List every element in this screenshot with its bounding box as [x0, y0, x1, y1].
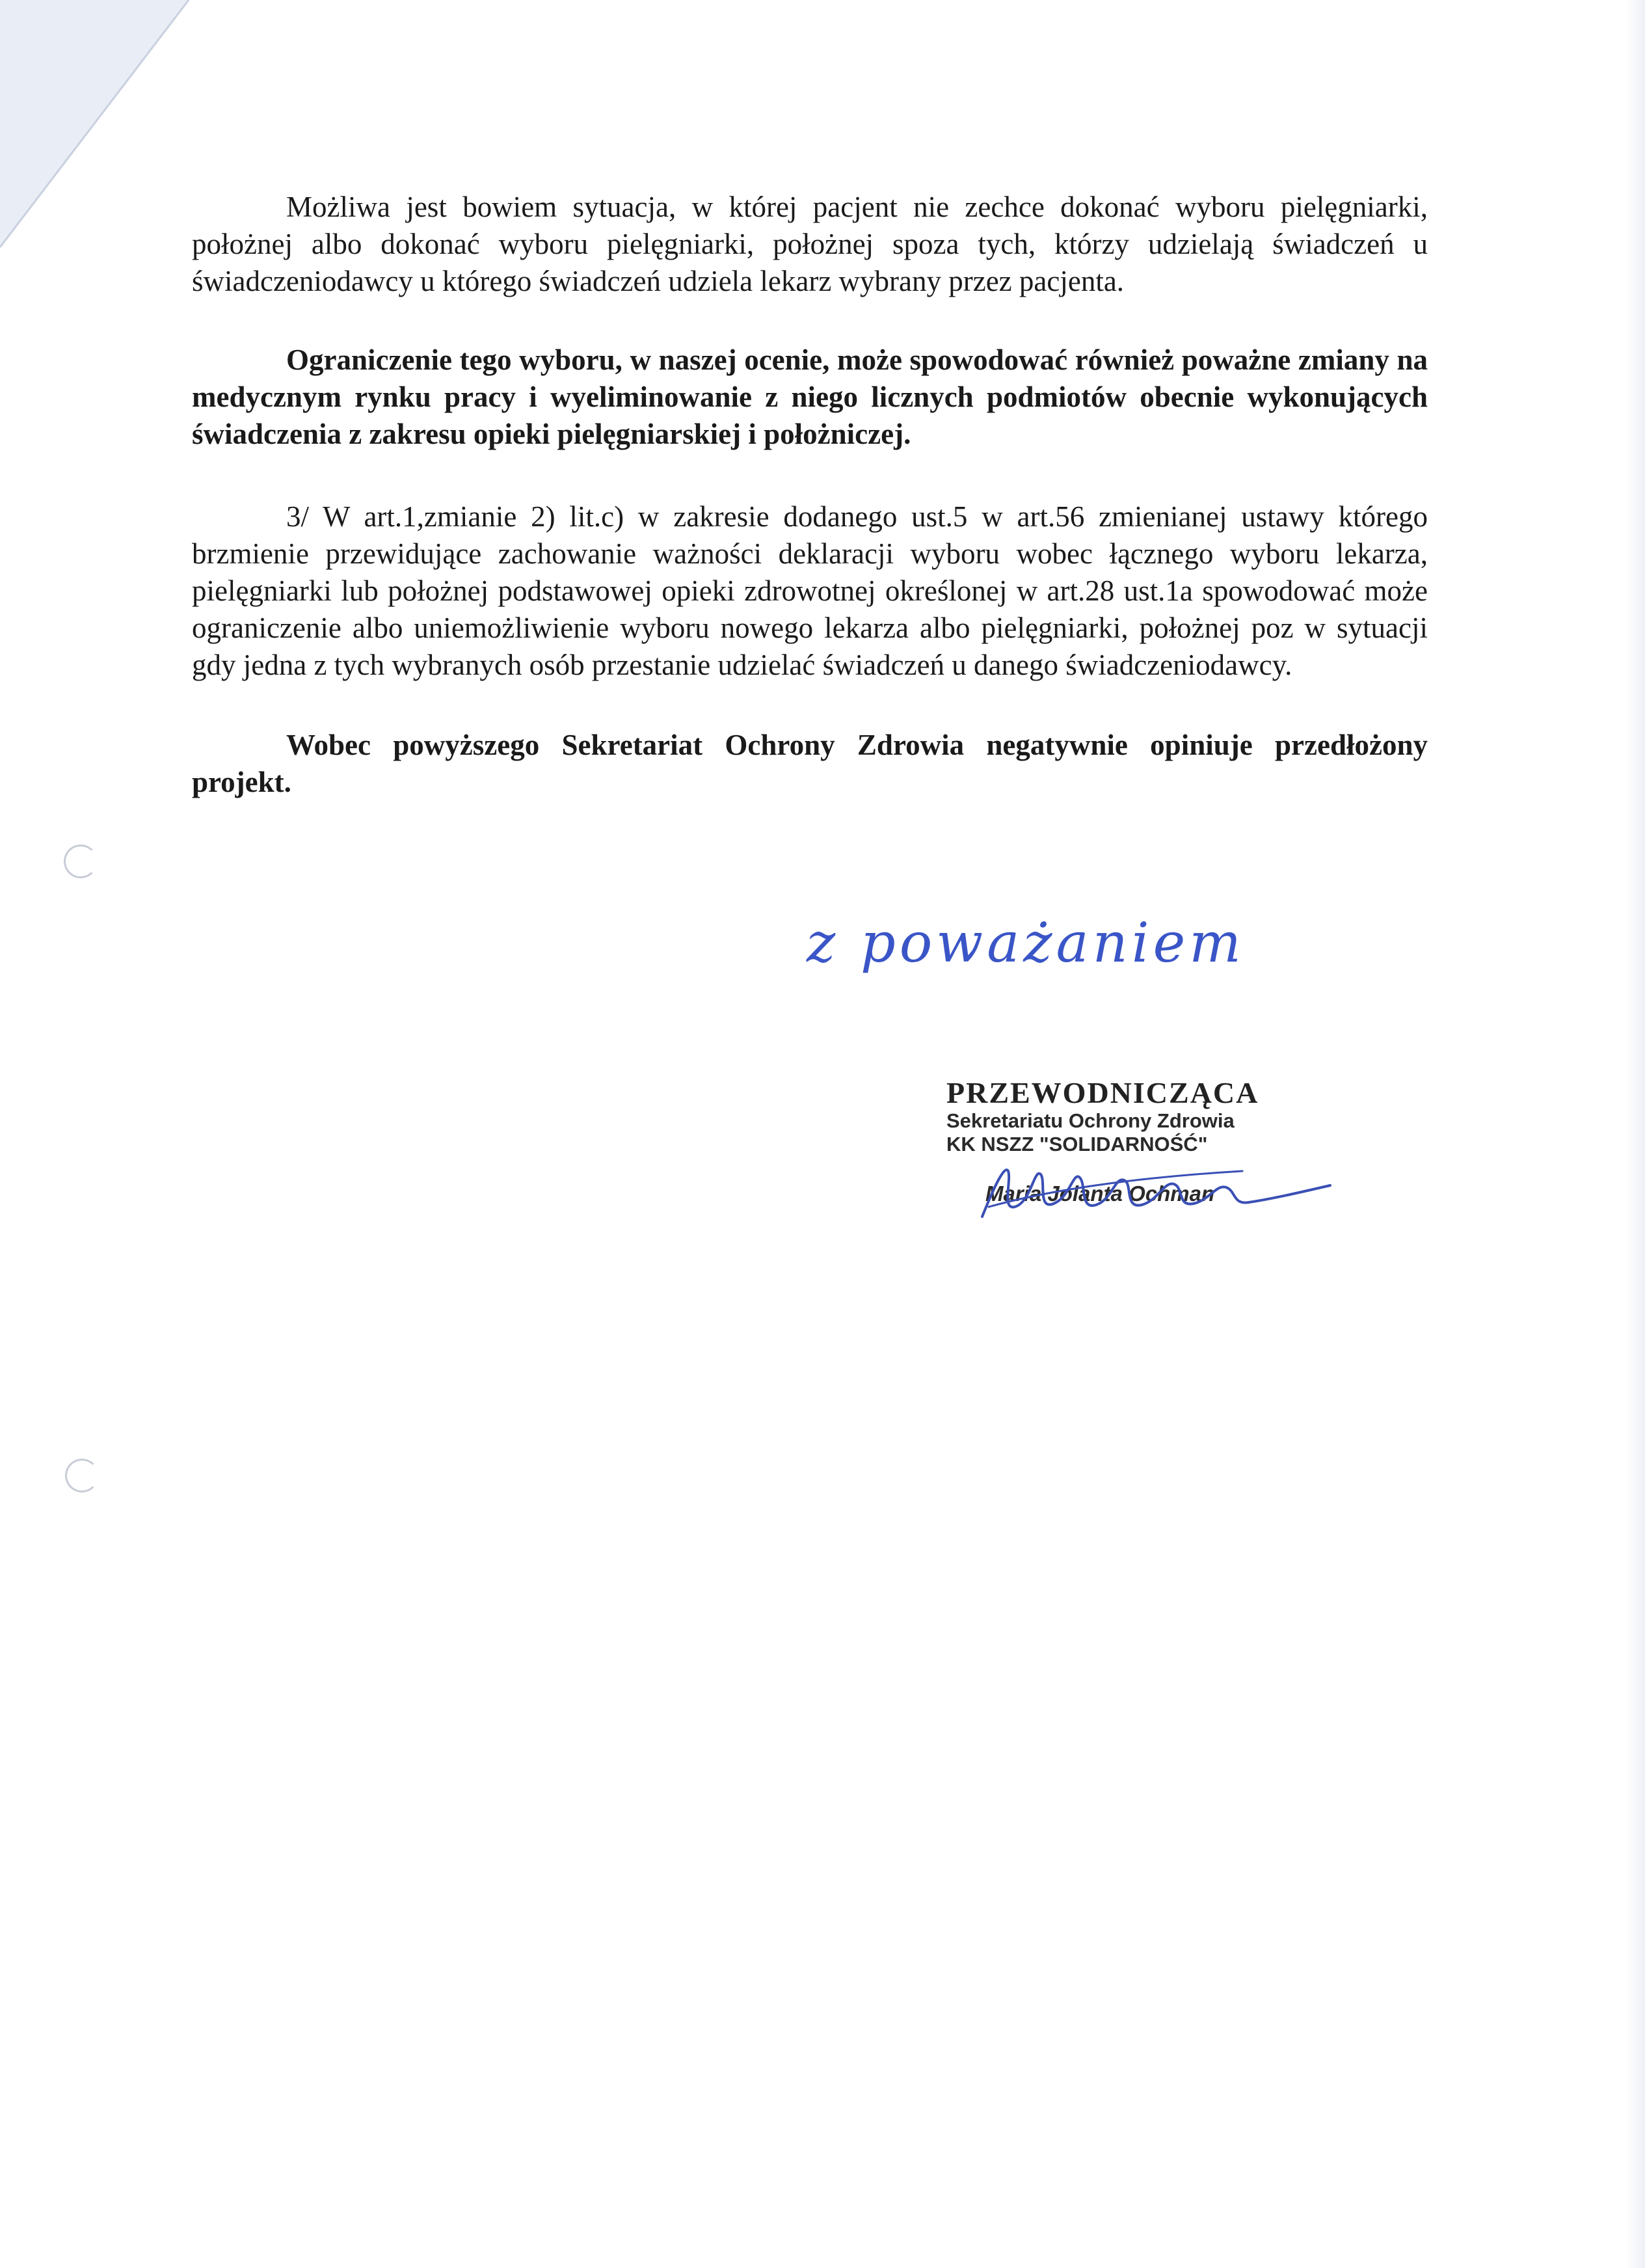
paragraph-conclusion: Wobec powyższego Sekretariat Ochrony Zdrowia negatywnie opiniuje przedłożony projekt.	[192, 729, 1428, 798]
paragraph-article-56: 3/ W art.1,zmianie 2) lit.c) w zakresie dodanego ust.5 w art.56 zmienianej ustawy którego brzmienie przewidujące zachowanie ważności deklaracji wyboru wobec łącznego wyboru lekarza, pielęgniarki lub położnej podstawowej opieki zdrowotnej określonej w art.28 ust.1a spowodować może ograniczenie albo uniemożliwienie wyboru nowego lekarza albo pielęgniarki, położnej poz w sytuacji gdy jedna z tych wybranych osób przestanie udzielać świadczeń u danego świadczeniodawcy.	[192, 500, 1428, 681]
handwritten-greeting: z poważaniem	[807, 911, 1245, 975]
stamp-organization: Sekretariatu Ochrony Zdrowia	[946, 1109, 1235, 1132]
paragraph-limitation: Ograniczenie tego wyboru, w naszej ocenie, może spowodować również poważne zmiany na medycznym rynku pracy i wyeliminowanie z niego licznych podmiotów obecnie wykonujących świadczenia z zakresu opieki pielęgniarskiej i położniczej.	[192, 344, 1428, 450]
stamp-union: KK NSZZ "SOLIDARNOŚĆ"	[946, 1133, 1208, 1155]
paragraph-choice-situation: Możliwa jest bowiem sytuacja, w której pacjent nie zechce dokonać wyboru pielęgniarki, położnej albo dokonać wyboru pielęgniarki, położnej spoza tych, którzy udzielają świadczeń u świadczeniodawcy u którego świadczeń udziela lekarz wybrany przez pacjenta.	[192, 191, 1428, 297]
scan-edge	[1625, 0, 1645, 2268]
handwritten-signature-icon	[969, 1145, 1333, 1230]
stamp-name: Maria Jolanta Ochman	[985, 1181, 1215, 1206]
page-corner-fold	[0, 0, 195, 260]
stamp-title: PRZEWODNICZĄCA	[946, 1076, 1259, 1109]
letter-body	[192, 189, 1428, 801]
punch-hole	[65, 1459, 99, 1492]
punch-hole	[64, 844, 98, 878]
